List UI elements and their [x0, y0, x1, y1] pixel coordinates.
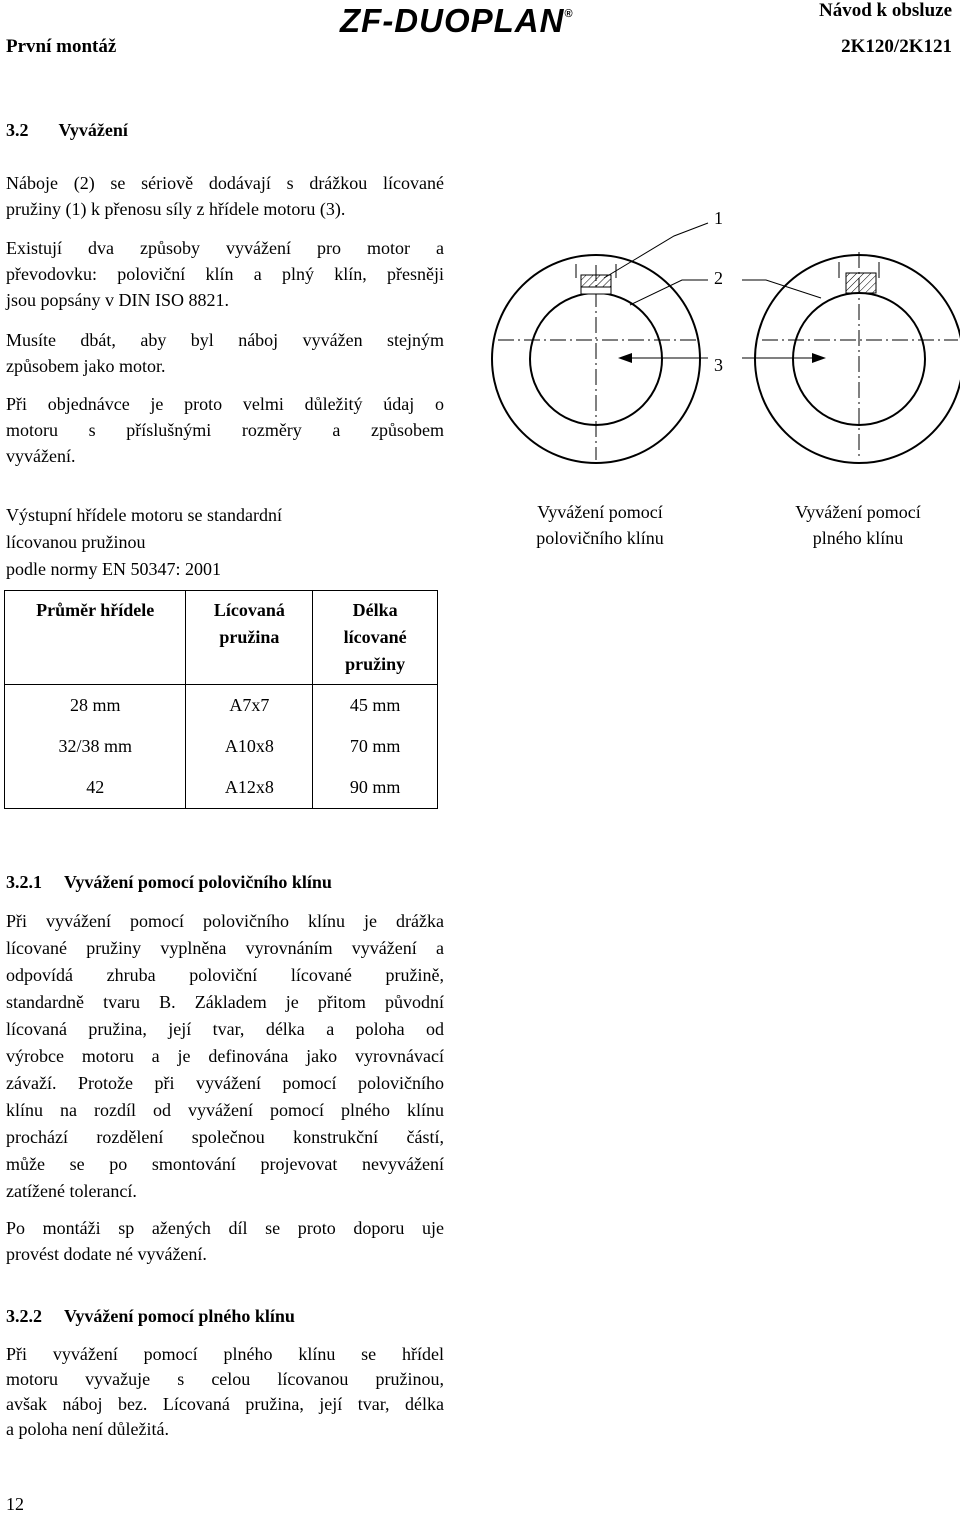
text-line: jsou popsány v DIN ISO 8821.: [6, 290, 229, 310]
header-cell-key-length: Délka lícované pružiny: [313, 591, 438, 685]
header-section: První montáž: [6, 36, 117, 57]
text-line: Musíte dbát, aby byl náboj vyvážen stejným: [6, 330, 444, 350]
table-cell: A7x7: [186, 685, 313, 727]
text-line: může se po smontování projevovat nevyvážení: [6, 1154, 444, 1174]
text-line: podle normy EN 50347: 2001: [6, 559, 221, 579]
caption-line: Vyvážení pomocí: [795, 502, 921, 522]
header-cell-key: Lícovaná pružina: [186, 591, 313, 685]
text-line: klínu na rozdíl od vyvážení pomocí plného klínu: [6, 1100, 444, 1120]
half-key-paragraph-2: [6, 1215, 444, 1267]
text-line: Při objednávce je proto velmi důležitý údaj o: [6, 394, 444, 414]
text-line: avšak náboj bez. Lícovaná pružina, její tvar, délka: [6, 1394, 444, 1414]
text-line: Náboje (2) se sériově dodávají s drážkou lícované: [6, 173, 444, 193]
text-line: pružiny (1) k přenosu síly z hřídele motoru (3).: [6, 199, 346, 219]
caption-line: plného klínu: [812, 528, 904, 548]
text-line: lícovanou pružinou: [6, 532, 146, 552]
text-line: závaží. Protože při vyvážení pomocí polovičního: [6, 1073, 444, 1093]
text-line: a poloha není důležitá.: [6, 1419, 169, 1439]
section-heading: [6, 120, 128, 141]
text-line: způsobem jako motor.: [6, 356, 166, 376]
text-line: motoru vyvažuje s celou lícovanou pružinou,: [6, 1369, 444, 1389]
table-row: [5, 726, 438, 767]
text-line: motoru s příslušnými rozměry a způsobem: [6, 420, 444, 440]
brand-logo-text: ZF-DUOPLAN: [340, 2, 565, 39]
brand-logo: [340, 2, 574, 40]
text-line: provést dodate né vyvážení.: [6, 1244, 207, 1264]
table-header-row: [5, 591, 438, 685]
intro-paragraph-3: [6, 327, 444, 379]
text-line: převodovku: poloviční klín a plný klín, přesněji: [6, 264, 444, 284]
intro-paragraph-4: [6, 391, 444, 469]
label-shaft: 3: [714, 355, 723, 375]
table-cell: 45 mm: [313, 685, 438, 727]
standard-note: [6, 502, 282, 583]
intro-paragraph-2: [6, 235, 444, 313]
text-line: Výstupní hřídele motoru se standardní: [6, 505, 282, 525]
caption-line: polovičního klínu: [536, 528, 664, 548]
section-title: Vyvážení: [58, 120, 128, 140]
subsection-heading-half-key: [6, 872, 332, 893]
text-line: zatížené tolerancí.: [6, 1181, 137, 1201]
text-line: Při vyvážení pomocí polovičního klínu je drážka: [6, 911, 444, 931]
text-line: Existují dva způsoby vyvážení pro motor a: [6, 238, 444, 258]
text-line: lícované pružiny vyplněna vyrovnáním vyvážení a: [6, 938, 444, 958]
table-row: [5, 767, 438, 809]
balancing-diagram: [480, 190, 960, 490]
table-cell: 42: [5, 767, 186, 809]
table-cell: A12x8: [186, 767, 313, 809]
half-key-paragraph-1: [6, 908, 444, 1205]
text-line: odpovídá zhruba poloviční lícované pružině,: [6, 965, 444, 985]
text-line: prochází rozdělení společnou konstrukční částí,: [6, 1127, 444, 1147]
label-key: 1: [714, 208, 723, 228]
section-number: 3.2: [6, 120, 29, 140]
full-key-paragraph: [6, 1342, 444, 1442]
caption-half-key: [500, 499, 700, 551]
header-doc-type: Návod k obsluze: [818, 0, 952, 21]
table-cell: 90 mm: [313, 767, 438, 809]
subsection-number: 3.2.2: [6, 1306, 42, 1326]
key-dimension-table: [4, 590, 438, 809]
text-line: vyvážení.: [6, 446, 76, 466]
registered-mark: ®: [564, 8, 574, 20]
table-cell: A10x8: [186, 726, 313, 767]
text-line: lícovaná pružina, její tvar, délka a poloha od: [6, 1019, 444, 1039]
table-row: [5, 685, 438, 727]
page-number: 12: [6, 1494, 24, 1514]
caption-line: Vyvážení pomocí: [537, 502, 663, 522]
header-cell-shaft-diameter: Průměr hřídele: [5, 591, 186, 685]
label-hub: 2: [714, 268, 723, 288]
subsection-heading-full-key: [6, 1306, 295, 1327]
text-line: Po montáži sp ažených díl se proto doporu uje: [6, 1218, 444, 1238]
text-line: výrobce motoru a je definována jako vyrovnávací: [6, 1046, 444, 1066]
subsection-title: Vyvážení pomocí polovičního klínu: [64, 872, 332, 892]
intro-paragraph-1: [6, 170, 444, 222]
table-cell: 32/38 mm: [5, 726, 186, 767]
subsection-title: Vyvážení pomocí plného klínu: [64, 1306, 295, 1326]
table-cell: 28 mm: [5, 685, 186, 727]
table-cell: 70 mm: [313, 726, 438, 767]
text-line: Při vyvážení pomocí plného klínu se hřídel: [6, 1344, 444, 1364]
header-models: 2K120/2K121: [841, 36, 952, 57]
subsection-number: 3.2.1: [6, 872, 42, 892]
caption-full-key: [758, 499, 958, 551]
text-line: standardně tvaru B. Základem je přitom původní: [6, 992, 444, 1012]
